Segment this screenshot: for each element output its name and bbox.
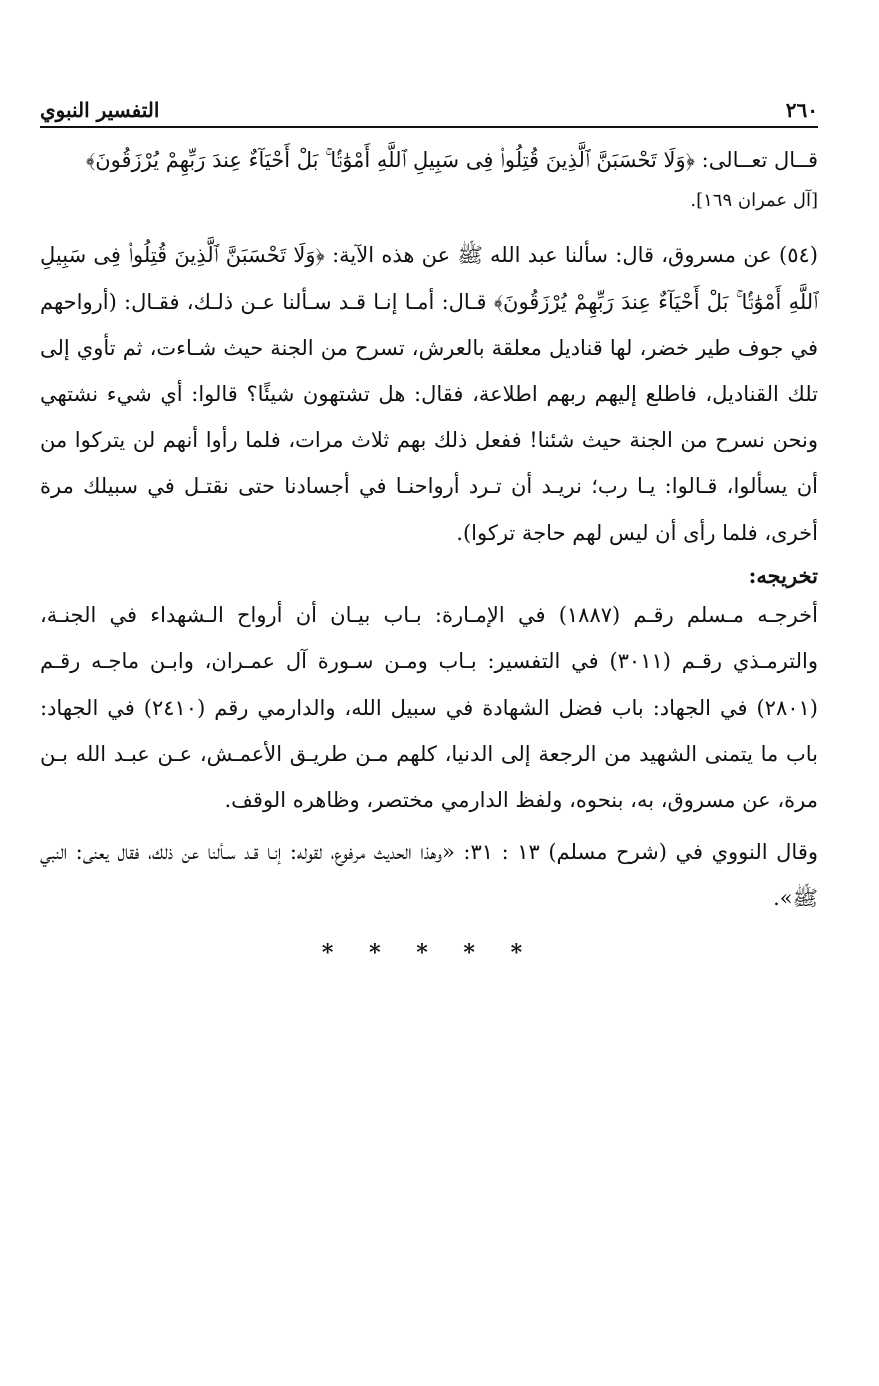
book-title: التفسير النبوي — [40, 98, 160, 122]
page-content — [40, 140, 818, 970]
quran-verse: قــال تعــالى: ﴿وَلَا تَحْسَبَنَّ ٱلَّذِينَ قُتِلُوا۟ فِى سَبِيلِ ٱللَّهِ أَمْوَٰتًۢا ۚ بَلْ أَحْيَآءٌ عِندَ رَبِّهِمْ يُرْزَقُونَ﴾ — [85, 148, 818, 172]
page-header — [40, 96, 818, 128]
hadith-text: (٥٤) عن مسروق، قال: سألنا عبد الله ﷺ عن هذه الآية: ﴿وَلَا تَحْسَبَنَّ ٱلَّذِينَ قُتِلُوا۟ فِى سَبِيلِ ٱللَّهِ أَمْوَٰتًۢا ۚ بَلْ أَحْيَآءٌ عِندَ رَبِّهِمْ يُرْزَقُونَ﴾ قـال: أمـا إنـا قـد سـألنا عـن ذلـك، فقـال: (أرواحهم في جوف طير خضر، لها قناديل معلقة بالعرش، تسرح من الجنة حيث شـاءت، ثم تأوي إلى تلك القناديل، فاطلع إليهم ربهم اطلاعة، فقال: هل تشتهون شيئًا؟ قالوا: أي شيء نشتهي ونحن نسرح من الجنة حيث شئنا! ففعل ذلك بهم ثلاث مرات، فلما رأوا أنهم لن يتركوا من أن يسألوا، قـالوا: يـا رب؛ نريـد أن تـرد أرواحنـا في أجسادنا حتى نقتـل في سبيلك مرة أخرى، فلما رأى أن ليس لهم حاجة تركوا). — [40, 243, 818, 545]
takhrij-heading: تخريجه: — [748, 562, 818, 588]
verse-reference: [آل عمران ١٦٩]. — [690, 189, 818, 211]
section-separator: * * * * * — [321, 939, 537, 966]
takhrij-text: أخرجـه مـسلم رقـم (١٨٨٧) في الإمـارة: بـاب بيـان أن أرواح الـشهداء في الجنـة، والترمـذي رقـم (٣٠١١) في التفسير: بـاب ومـن سـورة آل عمـران، وابـن ماجـه رقـم (٢٨٠١) في الجهاد: باب فضل الشهادة في سبيل الله، والدارمي رقم (٢٤١٠) في الجهاد: باب ما يتمنى الشهيد من الرجعة إلى الدنيا، كلهم مـن طريـق الأعمـش، عـن عبـد الله بـن مرة، عن مسروق، به، بنحوه، ولفظ الدارمي مختصر، وظاهره الوقف. — [40, 603, 818, 813]
nawawi-quote: وقال النووي في (شرح مسلم) ١٣ : ٣١: «وهذا الحديث مرفوع، لقوله: إنـا قـد سـألنا عن ذلك، فقال يعنى: النبي ﷺ». — [40, 840, 818, 911]
page-number: ٢٦٠ — [785, 98, 818, 122]
